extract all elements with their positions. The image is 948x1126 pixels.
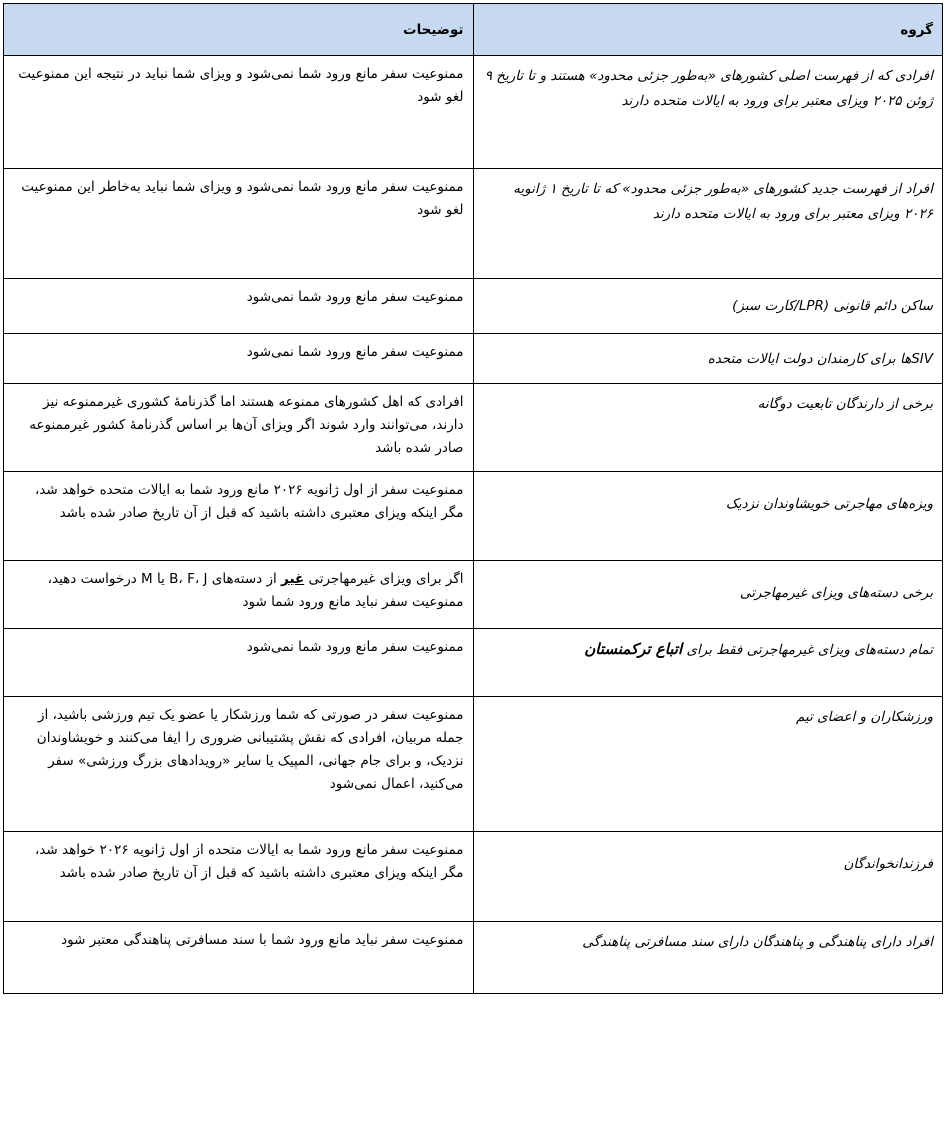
table-row (4, 56, 943, 169)
table-row (4, 922, 943, 994)
group-cell: افراد دارای پناهندگی و پناهندگان دارای سند مسافرتی پناهندگی (473, 922, 943, 994)
table-row (4, 629, 943, 697)
table-row (4, 384, 943, 472)
description-cell: ممنوعیت سفر از اول ژانویه ۲۰۲۶ مانع ورود شما به ایالات متحده خواهد شد، مگر اینکه ویزای معتبری داشته باشید که قبل از آن تاریخ صادر شده باشد (4, 472, 474, 561)
header-description: توضیحات (4, 4, 474, 56)
table-header-row (4, 4, 943, 56)
group-text: تمام دسته‌های ویزای غیرمهاجرتی فقط برای (682, 642, 933, 658)
header-group: گروه (473, 4, 943, 56)
description-cell: ممنوعیت سفر مانع ورود شما به ایالات متحده از اول ژانویه ۲۰۲۶ خواهد شد، مگر اینکه ویزای معتبری داشته باشید که قبل از آن تاریخ صادر شده باشد (4, 832, 474, 922)
emphasis-not: غیر (281, 571, 305, 587)
group-cell: افراد از فهرست جدید کشورهای «به‌طور جزئی محدود» که تا تاریخ ۱ ژانویه ۲۰۲۶ ویزای معتبر برای ورود به ایالات متحده دارند (473, 169, 943, 279)
description-text: اگر برای ویزای غیرمهاجرتی (304, 571, 464, 587)
table-row (4, 334, 943, 384)
description-cell: ممنوعیت سفر در صورتی که شما ورزشکار یا عضو یک تیم ورزشی باشید، از جمله مربیان، افرادی که نقش پشتیبانی ضروری را ایفا می‌کنند و خویشاوندان نزدیک، و برای جام جهانی، المپیک یا سایر «رویدادهای بزرگ ورزشی» سفر می‌کنید، اعمال نمی‌شود (4, 697, 474, 832)
description-cell: ممنوعیت سفر مانع ورود شما نمی‌شود و ویزای شما نباید در نتیجه این ممنوعیت لغو شود (4, 56, 474, 169)
group-cell: برخی دسته‌های ویزای غیرمهاجرتی (473, 561, 943, 629)
table-row (4, 472, 943, 561)
description-cell (4, 561, 474, 629)
description-cell: ممنوعیت سفر مانع ورود شما نمی‌شود و ویزای شما نباید به‌خاطر این ممنوعیت لغو شود (4, 169, 474, 279)
group-cell: SIVها برای کارمندان دولت ایالات متحده (473, 334, 943, 384)
table-row (4, 697, 943, 832)
description-cell: ممنوعیت سفر مانع ورود شما نمی‌شود (4, 334, 474, 384)
group-cell: فرزندانخواندگان (473, 832, 943, 922)
group-emphasis: اتباع ترکمنستان (584, 640, 683, 658)
description-cell: ممنوعیت سفر نباید مانع ورود شما با سند مسافرتی پناهندگی معتبر شود (4, 922, 474, 994)
group-cell: افرادی که از فهرست اصلی کشورهای «به‌طور جزئی محدود» هستند و تا تاریخ ۹ ژوئن ۲۰۲۵ ویزای معتبر برای ورود به ایالات متحده دارند (473, 56, 943, 169)
group-cell: ویزه‌های مهاجرتی خویشاوندان نزدیک (473, 472, 943, 561)
description-text: از دسته‌های B، F، J یا M درخواست دهید، ممنوعیت سفر نباید مانع ورود شما شود (47, 571, 464, 610)
table-row (4, 561, 943, 629)
table-row (4, 279, 943, 334)
description-cell: افرادی که اهل کشورهای ممنوعه هستند اما گذرنامهٔ کشوری غیرممنوعه نیز دارند، می‌توانند وارد شوند اگر ویزای آن‌ها بر اساس گذرنامهٔ کشور غیرممنوعه صادر شده باشد (4, 384, 474, 472)
travel-ban-table (3, 3, 943, 994)
table-row (4, 169, 943, 279)
description-cell: ممنوعیت سفر مانع ورود شما نمی‌شود (4, 279, 474, 334)
description-cell: ممنوعیت سفر مانع ورود شما نمی‌شود (4, 629, 474, 697)
group-cell (473, 629, 943, 697)
group-cell: برخی از دارندگان تابعیت دوگانه (473, 384, 943, 472)
table-row (4, 832, 943, 922)
group-cell: ساکن دائم قانونی (LPR/کارت سبز) (473, 279, 943, 334)
group-cell: ورزشکاران و اعضای تیم (473, 697, 943, 832)
